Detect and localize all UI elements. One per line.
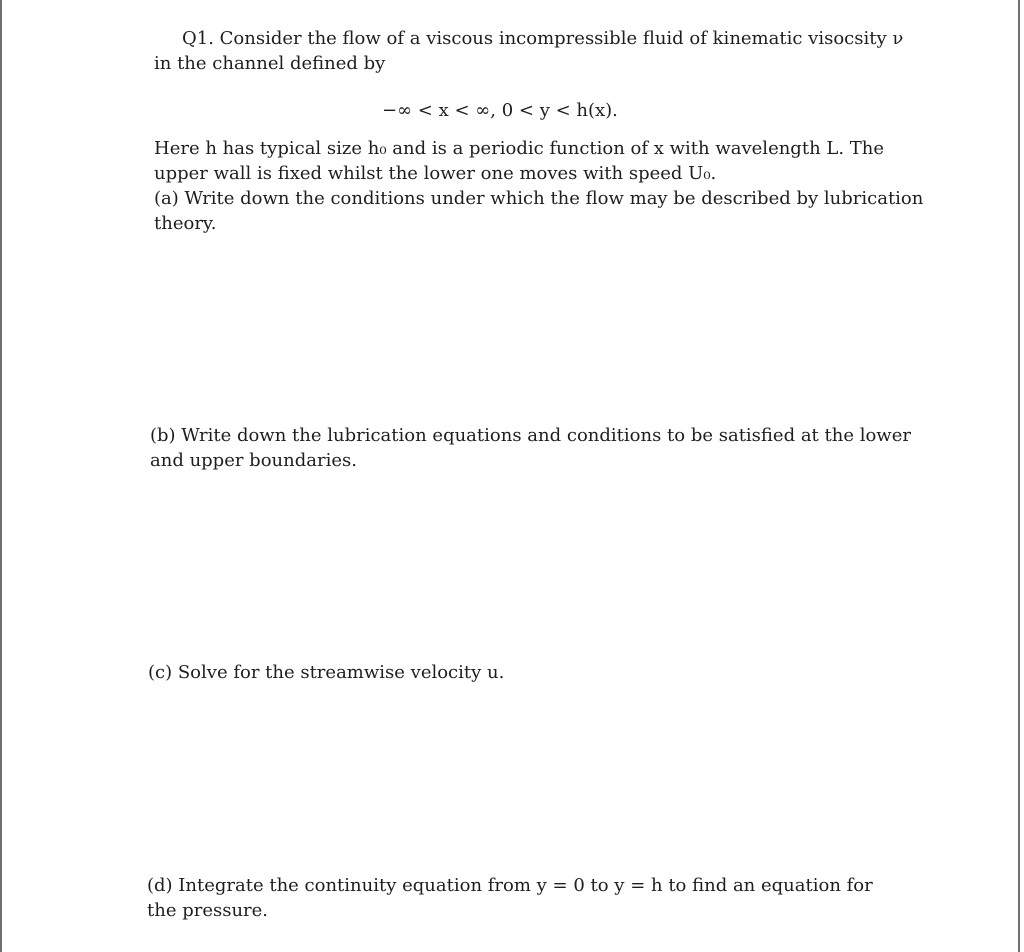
part-c xyxy=(148,660,504,685)
channel-domain-formula: −∞ < x < ∞, 0 < y < h(x). xyxy=(382,100,618,121)
question-header xyxy=(154,26,903,76)
part-b-line-1: (b) Write down the lubrication equations and conditions to be satisfied at the lower xyxy=(150,425,911,446)
part-d-line-2: the pressure. xyxy=(147,900,269,921)
description-line-1: Here h has typical size h₀ and is a periodic function of x with wavelength L. The xyxy=(154,138,885,159)
part-d-line-1: (d) Integrate the continuity equation from y = 0 to y = h to find an equation for xyxy=(147,875,873,896)
part-c-line-1: (c) Solve for the streamwise velocity u. xyxy=(148,662,505,683)
part-d xyxy=(147,873,873,923)
part-b-line-2: and upper boundaries. xyxy=(150,450,357,471)
question-line-2: in the channel defined by xyxy=(154,53,386,74)
problem-description xyxy=(154,136,923,236)
question-line-1: Q1. Consider the flow of a viscous incompressible fluid of kinematic visocsity ν xyxy=(182,28,904,49)
part-b xyxy=(150,423,911,473)
part-a-line-2: theory. xyxy=(154,213,217,234)
part-a-line-1: (a) Write down the conditions under which the flow may be described by lubrication xyxy=(154,188,924,209)
description-line-2: upper wall is fixed whilst the lower one moves with speed U₀. xyxy=(154,163,717,184)
